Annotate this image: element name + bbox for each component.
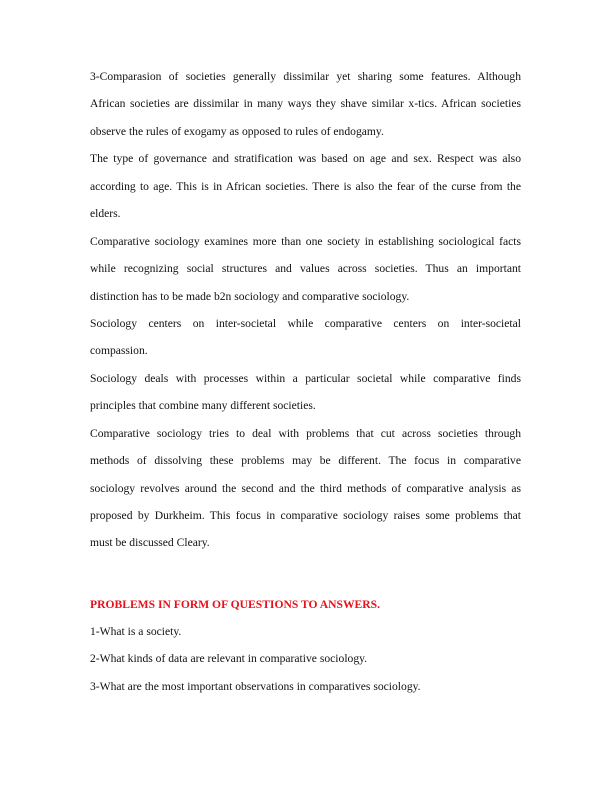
paragraph-line: while recognizing social structures and values across societies. Thus an important [90, 262, 521, 276]
paragraph-line: principles that combine many different societies. [90, 399, 316, 413]
paragraph-line: distinction has to be made b2n sociology and comparative sociology. [90, 289, 410, 303]
body-text [90, 68, 521, 562]
paragraph [90, 425, 521, 562]
paragraph-line: Comparative sociology examines more than one society in establishing sociological facts [90, 234, 521, 248]
question-item: 3-What are the most important observations in comparatives sociology. [90, 679, 421, 693]
question-item: 1-What is a society. [90, 625, 182, 638]
paragraph-line: sociology revolves around the second and the third methods of comparative analysis as [90, 481, 521, 495]
paragraph-line: Sociology centers on inter-societal while comparative centers on inter-societal [90, 316, 521, 330]
paragraph-line: 3-Comparasion of societies generally dissimilar yet sharing some features. Although [90, 70, 521, 83]
paragraph-line: proposed by Durkheim. This focus in comparative sociology raises some problems that [90, 509, 521, 522]
paragraph-line: The type of governance and stratification was based on age and sex. Respect was also [90, 152, 521, 166]
paragraph-line: Comparative sociology tries to deal with problems that cut across societies through [90, 426, 521, 440]
paragraph [90, 233, 521, 315]
paragraph-line: according to age. This is in African societies. There is also the fear of the curse from the [90, 179, 521, 193]
paragraph [90, 68, 521, 150]
paragraph-line: compassion. [90, 344, 148, 358]
paragraph-line: observe the rules of exogamy as opposed to rules of endogamy. [90, 124, 384, 138]
paragraph [90, 370, 521, 425]
paragraph-line: methods of dissolving these problems may be different. The focus in comparative [90, 454, 521, 468]
paragraph [90, 315, 521, 370]
paragraph-line: must be discussed Cleary. [90, 536, 210, 550]
question-list [90, 623, 521, 705]
paragraph-line: elders. [90, 207, 121, 221]
paragraph [90, 150, 521, 232]
paragraph-line: Sociology deals with processes within a particular societal while comparative finds [90, 371, 521, 385]
question-item: 2-What kinds of data are relevant in comparative sociology. [90, 652, 368, 666]
section-heading: PROBLEMS IN FORM OF QUESTIONS TO ANSWERS. [90, 598, 381, 611]
paragraph-line: African societies are dissimilar in many ways they shave similar x-tics. African societies [90, 97, 521, 111]
